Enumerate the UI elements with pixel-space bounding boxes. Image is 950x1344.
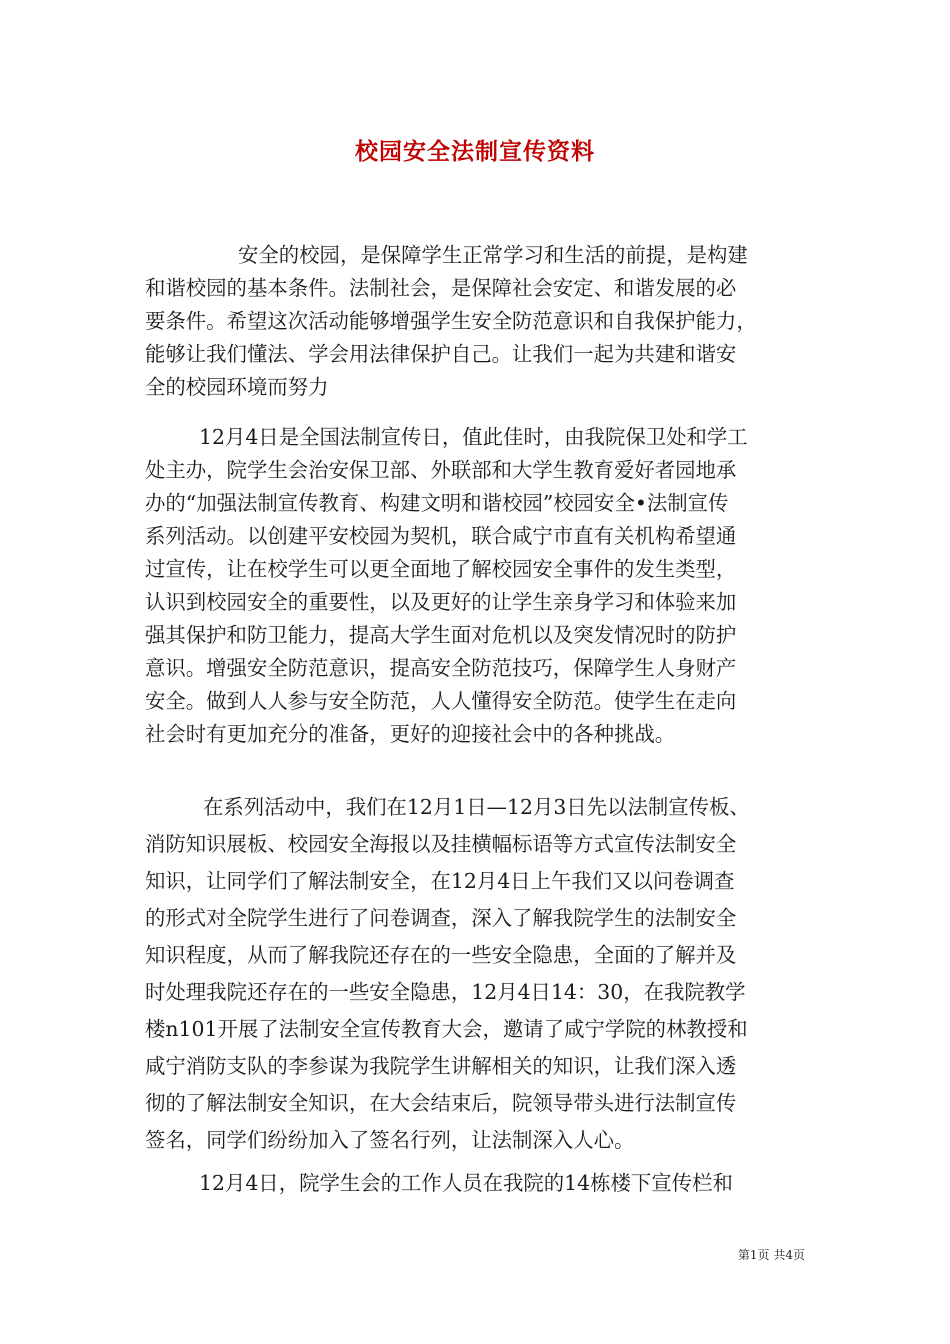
text-line: 安全。做到人人参与安全防范，人人懂得安全防范。使学生在走向 xyxy=(145,689,737,713)
text-line: 过宣传，让在校学生可以更全面地了解校园安全事件的发生类型， xyxy=(145,557,737,581)
text-line: 系列活动。以创建平安校园为契机，联合咸宁市直有关机构希望通 xyxy=(145,524,737,548)
text-line: 时处理我院还存在的一些安全隐患，12月4日14：30，在我院教学 xyxy=(145,980,746,1004)
text-line: 12月4日是全国法制宣传日，值此佳时，由我院保卫处和学工 xyxy=(199,425,748,449)
text-line: 知识程度，从而了解我院还存在的一些安全隐患，全面的了解并及 xyxy=(145,943,737,967)
text-line: 在系列活动中，我们在12月1日—12月3日先以法制宣传板、 xyxy=(203,795,750,819)
text-line: 能够让我们懂法、学会用法律保护自己。让我们一起为共建和谐安 xyxy=(145,342,737,366)
document-title: 校园安全法制宣传资料 xyxy=(355,138,595,165)
text-line: 要条件。希望这次活动能够增强学生安全防范意识和自我保护能力， xyxy=(145,309,757,333)
text-line: 消防知识展板、校园安全海报以及挂横幅标语等方式宣传法制安全 xyxy=(145,832,737,856)
text-line: 咸宁消防支队的李参谋为我院学生讲解相关的知识，让我们深入透 xyxy=(145,1054,737,1078)
text-line: 认识到校园安全的重要性，以及更好的让学生亲身学习和体验来加 xyxy=(145,590,737,614)
text-line: 彻的了解法制安全知识，在大会结束后，院领导带头进行法制宣传 xyxy=(145,1091,737,1115)
text-line: 全的校园环境而努力 xyxy=(145,375,329,399)
page-number-footer: 第1页 共4页 xyxy=(737,1248,805,1262)
text-line: 知识，让同学们了解法制安全，在12月4日上午我们又以问卷调查 xyxy=(145,869,735,893)
text-line: 处主办，院学生会治安保卫部、外联部和大学生教育爱好者园地承 xyxy=(145,458,737,482)
text-line: 意识。增强安全防范意识，提高安全防范技巧，保障学生人身财产 xyxy=(145,656,737,680)
text-line: 社会时有更加充分的准备，更好的迎接社会中的各种挑战。 xyxy=(145,722,676,746)
text-line: 安全的校园，是保障学生正常学习和生活的前提，是构建 xyxy=(238,243,748,267)
text-line: 12月4日，院学生会的工作人员在我院的14栋楼下宣传栏和 xyxy=(199,1171,733,1195)
text-line: 楼n101开展了法制安全宣传教育大会，邀请了咸宁学院的林教授和 xyxy=(145,1017,748,1041)
text-line: 强其保护和防卫能力，提高大学生面对危机以及突发情况时的防护 xyxy=(145,623,737,647)
text-line: 和谐校园的基本条件。法制社会，是保障社会安定、和谐发展的必 xyxy=(145,276,737,300)
text-line: 签名，同学们纷纷加入了签名行列，让法制深入人心。 xyxy=(145,1128,635,1152)
text-line: 的形式对全院学生进行了问卷调查，深入了解我院学生的法制安全 xyxy=(145,906,737,930)
text-line: 办的“加强法制宣传教育、构建文明和谐校园”校园安全•法制宣传 xyxy=(145,491,729,515)
